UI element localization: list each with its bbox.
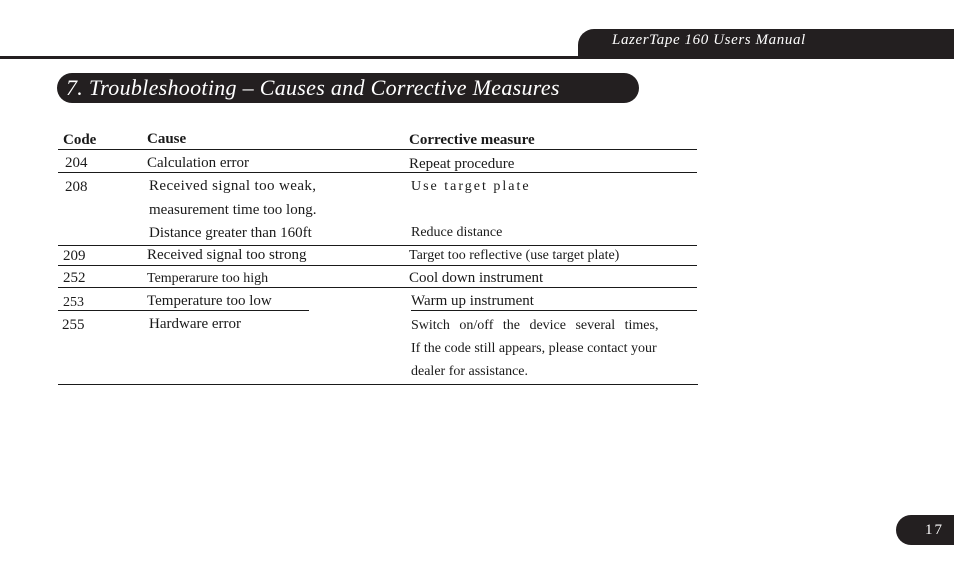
measure-text: Reduce distance <box>411 225 503 240</box>
cause-text: Distance greater than 160ft <box>149 225 312 241</box>
cause-text: measurement time too long. <box>149 202 317 218</box>
row-divider-right <box>411 310 697 311</box>
cause-text: Temperarure too high <box>147 271 269 286</box>
manual-title: LazerTape 160 Users Manual <box>612 32 806 48</box>
row-divider <box>58 287 697 288</box>
error-code: 209 <box>63 248 86 264</box>
header-rule <box>0 56 954 59</box>
cause-text: Hardware error <box>149 316 242 332</box>
error-code: 255 <box>62 317 85 333</box>
column-header-measure: Corrective measure <box>409 132 535 148</box>
measure-text: dealer for assistance. <box>411 364 528 379</box>
measure-text: Repeat procedure <box>409 156 515 172</box>
row-divider <box>58 265 697 266</box>
error-code: 252 <box>63 270 86 286</box>
cause-text: Temperature too low <box>147 293 272 309</box>
header-rule-line <box>58 149 697 150</box>
measure-text: Cool down instrument <box>409 270 544 286</box>
column-header-code: Code <box>63 132 97 148</box>
row-divider <box>58 245 697 246</box>
measure-text: Target too reflective (use target plate) <box>409 248 620 263</box>
manual-title-tab <box>578 29 954 58</box>
page-number-tab <box>896 515 954 545</box>
measure-text: Use target plate <box>411 179 531 194</box>
section-title: 7. Troubleshooting – Causes and Corrective Measures <box>57 73 639 103</box>
error-code: 253 <box>63 295 84 310</box>
error-code: 208 <box>65 179 88 195</box>
measure-text: Warm up instrument <box>411 293 534 309</box>
table-bottom-rule <box>58 384 698 385</box>
row-divider-left <box>58 310 309 311</box>
cause-text: Received signal too strong <box>147 247 307 263</box>
row-divider <box>58 172 697 173</box>
page-number: 17 <box>925 522 944 538</box>
column-header-cause: Cause <box>147 131 187 147</box>
cause-text: Received signal too weak, <box>149 178 317 194</box>
measure-text: Switch on/off the device several times, <box>411 318 659 333</box>
cause-text: Calculation error <box>147 155 250 171</box>
measure-text: If the code still appears, please contact your <box>411 341 657 356</box>
error-code: 204 <box>65 155 88 171</box>
